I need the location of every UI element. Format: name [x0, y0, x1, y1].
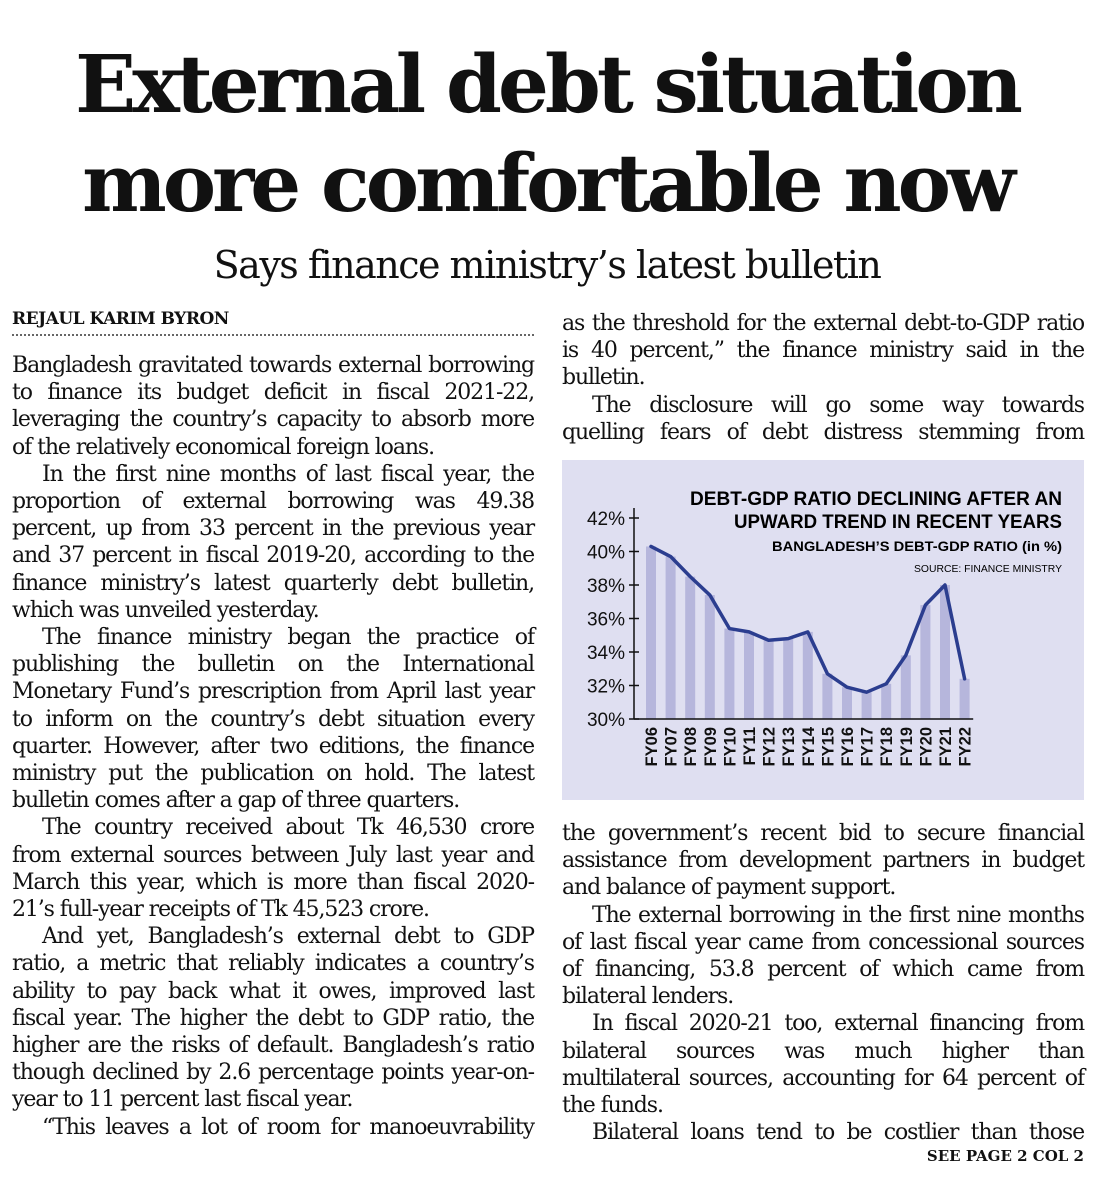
chart-y-tick-label: 42% — [586, 509, 625, 530]
paragraph: Bangladesh gravitated towards external borrowing to finance its budget deficit in fiscal 2021-22, leveraging the country’s capacity to absorb more of the relatively economical foreign loans. — [12, 353, 534, 460]
chart-x-tick-label: FY11 — [741, 727, 759, 766]
paragraph: Bilateral loans tend to be costlier than those — [592, 1120, 1084, 1146]
paragraph: In fiscal 2020-21 too, external financing from bilateral sources was much higher than multilateral sources, accounting for 64 percent of the funds. — [562, 1011, 1084, 1119]
byline: REJAUL KARIM BYRON — [12, 304, 534, 336]
continuation-note: SEE PAGE 2 COL 2 — [926, 1147, 1084, 1165]
chart-x-tick-label: FY06 — [643, 727, 661, 767]
chart-x-tick-label: FY07 — [662, 727, 681, 767]
paragraph: In the first nine months of last fiscal year, the proportion of external borrowing was 49.38 percent, up from 33 percent in the previous year and 37 percent in fiscal 2019-20, according to the finance ministry’s latest quarterly debt bulletin, which was unveiled yesterday. — [12, 461, 534, 623]
chart-svg — [562, 460, 1084, 800]
chart-bar — [803, 632, 813, 719]
chart-bar — [901, 655, 911, 719]
paragraph: The disclosure will go some way towards quelling fears of debt distress stemming from — [562, 392, 1084, 445]
article-column-left — [12, 352, 534, 1141]
chart-y-tick-label: 30% — [586, 710, 625, 731]
article-column-right-top — [562, 310, 1084, 446]
chart-bar — [724, 629, 734, 719]
paragraph: The finance ministry began the practice of publishing the bulletin on the International Monetary Fund’s prescription from April last year to inform on the country’s debt situation every quarter. However, after two editions, the finance ministry put the publication on hold. The latest bulletin comes after a gap of three quarters. — [12, 625, 534, 814]
debt-gdp-chart — [562, 460, 1084, 800]
chart-y-tick-label: 34% — [586, 643, 625, 664]
chart-bar — [705, 595, 715, 719]
chart-y-tick-label: 38% — [586, 576, 625, 597]
chart-bar — [744, 632, 754, 719]
chart-bar — [685, 577, 695, 719]
chart-bar — [646, 546, 656, 719]
chart-x-tick-label: FY15 — [819, 727, 838, 767]
paragraph: And yet, Bangladesh’s external debt to GDP ratio, a metric that reliably indicates a country’s ability to pay back what it owes, improved last fiscal year. The higher the debt to GDP ratio, the higher are the risks of default. Bangladesh’s ratio though declined by 2.6 percentage points year-on-year to 11 percent last fiscal year. — [12, 924, 534, 1113]
headline-line-1: External debt situation — [75, 37, 1019, 131]
chart-x-tick-label: FY22 — [956, 727, 975, 767]
chart-y-tick-label: 32% — [586, 676, 625, 698]
chart-x-tick-label: FY10 — [721, 727, 740, 767]
paragraph: the government’s recent bid to secure financial assistance from development partners in budget and balance of payment support. — [562, 821, 1084, 901]
paragraph: “This leaves a lot of room for manoeuvrability — [42, 1114, 534, 1140]
chart-y-tick-label: 36% — [586, 609, 625, 631]
chart-source: SOURCE: FINANCE MINISTRY — [914, 563, 1062, 575]
chart-x-tick-label: FY08 — [682, 727, 701, 767]
chart-x-tick-label: FY13 — [780, 727, 799, 767]
paragraph: as the threshold for the external debt-to-GDP ratio is 40 percent,” the finance ministry said in the bulletin. — [562, 311, 1084, 391]
article-column-right-bottom — [562, 820, 1084, 1146]
chart-y-tick-label: 40% — [586, 542, 625, 564]
chart-bar — [666, 557, 676, 719]
chart-bar — [881, 684, 891, 719]
paragraph: The country received about Tk 46,530 crore from external sources between July last year and March this year, which is more than fiscal 2020-21’s full-year receipts of Tk 45,523 crore. — [12, 815, 534, 923]
chart-x-tick-label: FY21 — [937, 727, 955, 767]
chart-x-tick-label: FY14 — [799, 727, 818, 767]
chart-bar — [960, 679, 970, 719]
chart-title-line-1: DEBT-GDP RATIO DECLINING AFTER AN — [690, 489, 1062, 510]
chart-x-tick-label: FY18 — [878, 727, 897, 767]
chart-bar — [764, 640, 774, 719]
subheadline: Says finance ministry’s latest bulletin — [213, 243, 881, 287]
chart-bar — [842, 687, 852, 719]
chart-x-tick-label: FY12 — [760, 727, 779, 767]
chart-x-tick-label: FY17 — [858, 727, 877, 767]
headline-line-2: more comfortable now — [82, 136, 1012, 230]
chart-x-tick-label: FY16 — [839, 727, 857, 767]
chart-subtitle: BANGLADESH’S DEBT-GDP RATIO (in %) — [772, 539, 1062, 554]
paragraph: The external borrowing in the first nine months of last fiscal year came from concessional sources of financing, 53.8 percent of which came from bilateral lenders. — [562, 902, 1084, 1010]
chart-x-tick-label: FY19 — [897, 727, 916, 767]
chart-bar — [920, 605, 930, 719]
chart-title-line-2: UPWARD TREND IN RECENT YEARS — [734, 512, 1062, 533]
chart-bar — [822, 674, 832, 719]
chart-bar — [862, 692, 872, 719]
chart-bar — [783, 639, 793, 719]
chart-x-tick-label: FY09 — [701, 727, 720, 767]
chart-x-tick-label: FY20 — [917, 727, 936, 767]
